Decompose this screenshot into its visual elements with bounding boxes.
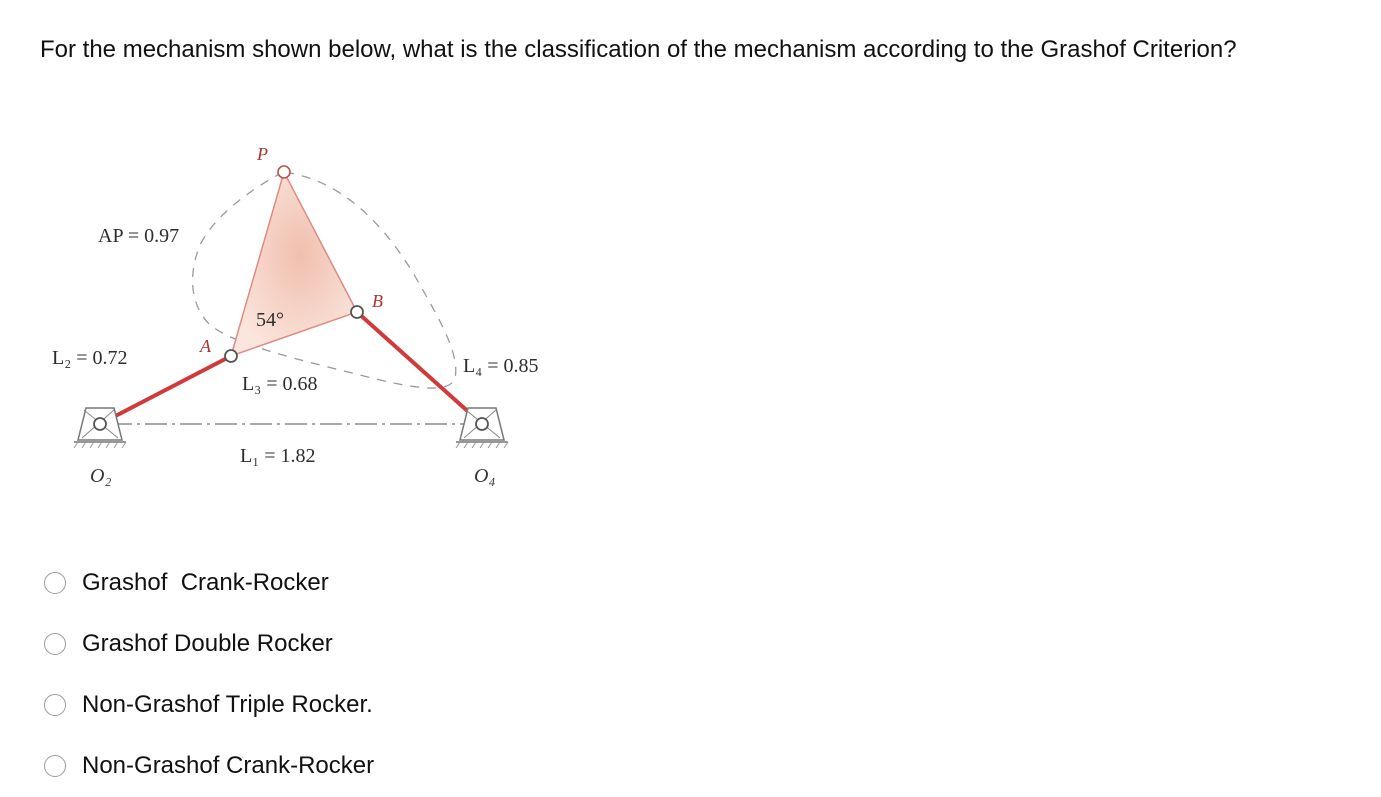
- question-text: For the mechanism shown below, what is the classification of the mechanism according to the Grashof Criterion?: [40, 36, 1237, 63]
- radio-button[interactable]: [44, 572, 66, 594]
- radio-button[interactable]: [44, 694, 66, 716]
- radio-button[interactable]: [44, 633, 66, 655]
- label-ground-o2: O₂: [90, 465, 112, 487]
- option-label: Non-Grashof Crank-Rocker: [82, 751, 375, 779]
- coupler-triangle: [231, 172, 357, 356]
- option-non-grashof-triple-rocker[interactable]: [44, 674, 374, 735]
- joint-a: [225, 350, 237, 362]
- mechanism-figure: [0, 0, 620, 520]
- label-l4-length: L₄ = 0.85: [463, 355, 539, 377]
- option-grashof-crank-rocker[interactable]: [44, 552, 374, 613]
- label-point-b: B: [372, 291, 383, 311]
- option-label: Grashof Double Rocker: [82, 629, 333, 657]
- label-l2-length: L₂ = 0.72: [52, 347, 128, 369]
- joint-b: [351, 306, 363, 318]
- label-point-a: A: [200, 336, 211, 356]
- option-non-grashof-crank-rocker[interactable]: [44, 735, 374, 796]
- label-l1-length: L₁ = 1.82: [240, 445, 316, 467]
- label-coupler-angle: 54°: [256, 309, 284, 331]
- radio-button[interactable]: [44, 755, 66, 777]
- label-l3-length: L₃ = 0.68: [242, 373, 318, 395]
- joint-p: [278, 166, 290, 178]
- label-point-p: P: [257, 144, 268, 164]
- label-ground-o4: O₄: [474, 465, 496, 487]
- ground-support-o4: [456, 408, 508, 448]
- label-ap-length: AP = 0.97: [98, 225, 180, 247]
- answer-options: [44, 552, 374, 796]
- option-grashof-double-rocker[interactable]: [44, 613, 374, 674]
- option-label: Grashof Crank-Rocker: [82, 568, 329, 596]
- mechanism-diagram: [0, 0, 620, 520]
- option-label: Non-Grashof Triple Rocker.: [82, 690, 373, 718]
